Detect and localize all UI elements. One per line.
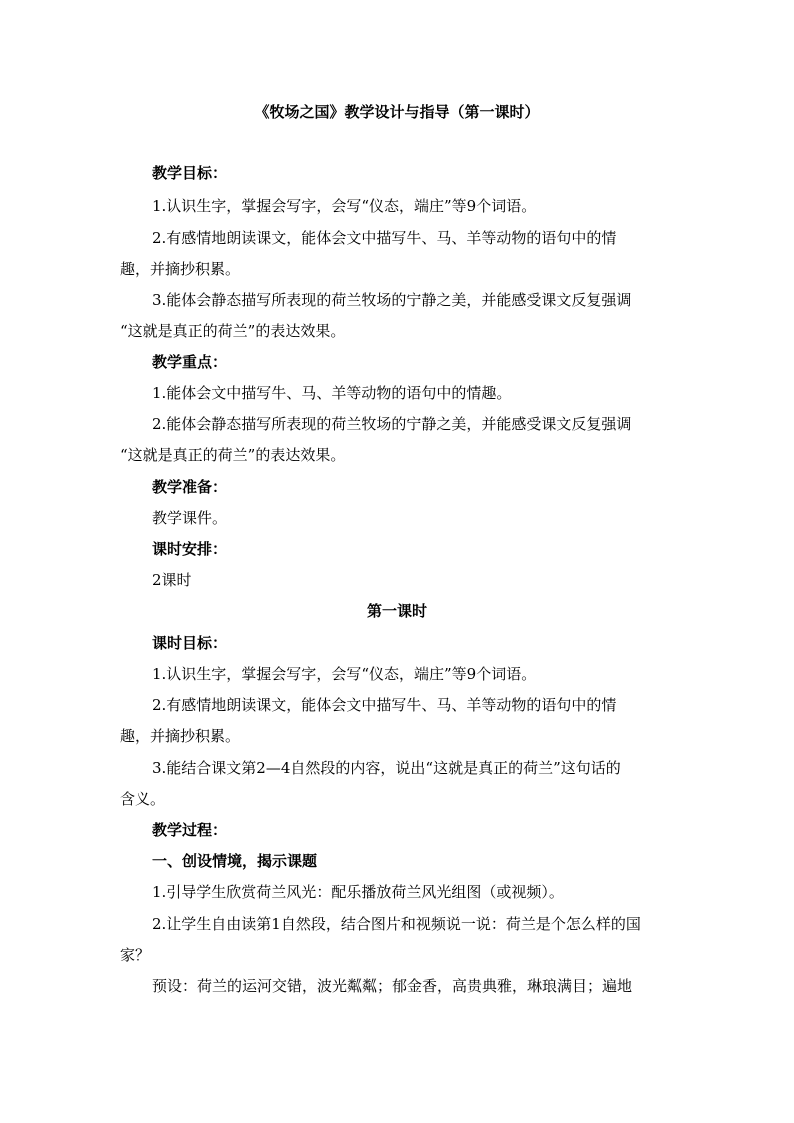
paragraph-line: 家？ xyxy=(120,946,151,964)
paragraph-line: 1.能体会文中描写牛、马、羊等动物的语句中的情趣。 xyxy=(152,384,512,402)
paragraph-line: 2.有感情地朗读课文，能体会文中描写牛、马、羊等动物的语句中的情 xyxy=(152,229,617,247)
paragraph-line: “这就是真正的荷兰”的表达效果。 xyxy=(120,322,346,340)
paragraph-line: 2.有感情地朗读课文，能体会文中描写牛、马、羊等动物的语句中的情 xyxy=(152,696,617,714)
heading-teaching-focus: 教学重点： xyxy=(152,353,228,371)
paragraph-line: 含义。 xyxy=(120,790,166,808)
heading-teaching-process: 教学过程： xyxy=(152,821,228,839)
heading-lesson-goals: 课时目标： xyxy=(152,634,228,652)
paragraph-line: 2.让学生自由读第1自然段，结合图片和视频说一说：荷兰是个怎么样的国 xyxy=(152,915,641,933)
paragraph-line: 1.引导学生欣赏荷兰风光：配乐播放荷兰风光组图（或视频）。 xyxy=(152,883,564,901)
document-title: 《牧场之国》教学设计与指导（第一课时） xyxy=(254,103,540,121)
heading-teaching-goals: 教学目标： xyxy=(152,164,228,182)
paragraph-line: 1.认识生字，掌握会写字，会写“仪态，端庄”等9个词语。 xyxy=(152,665,537,683)
paragraph-line: 3.能结合课文第2—4自然段的内容，说出“这就是真正的荷兰”这句话的 xyxy=(152,759,621,777)
paragraph-line: “这就是真正的荷兰”的表达效果。 xyxy=(120,446,346,464)
paragraph-line: 1.认识生字，掌握会写字，会写“仪态，端庄”等9个词语。 xyxy=(152,197,537,215)
paragraph-line: 2课时 xyxy=(152,571,192,589)
heading-schedule: 课时安排： xyxy=(152,540,228,558)
paragraph-line: 预设：荷兰的运河交错，波光粼粼；郁金香，高贵典雅，琳琅满目；遍地 xyxy=(152,977,633,995)
subheading-step-one: 一、创设情境，揭示课题 xyxy=(152,852,318,870)
paragraph-line: 趣，并摘抄积累。 xyxy=(120,260,241,278)
paragraph-line: 教学课件。 xyxy=(152,509,228,527)
section-heading-first-lesson: 第一课时 xyxy=(366,602,427,620)
paragraph-line: 趣，并摘抄积累。 xyxy=(120,727,241,745)
heading-preparation: 教学准备： xyxy=(152,478,228,496)
paragraph-line: 2.能体会静态描写所表现的荷兰牧场的宁静之美，并能感受课文反复强调 xyxy=(152,415,632,433)
paragraph-line: 3.能体会静态描写所表现的荷兰牧场的宁静之美，并能感受课文反复强调 xyxy=(152,291,632,309)
